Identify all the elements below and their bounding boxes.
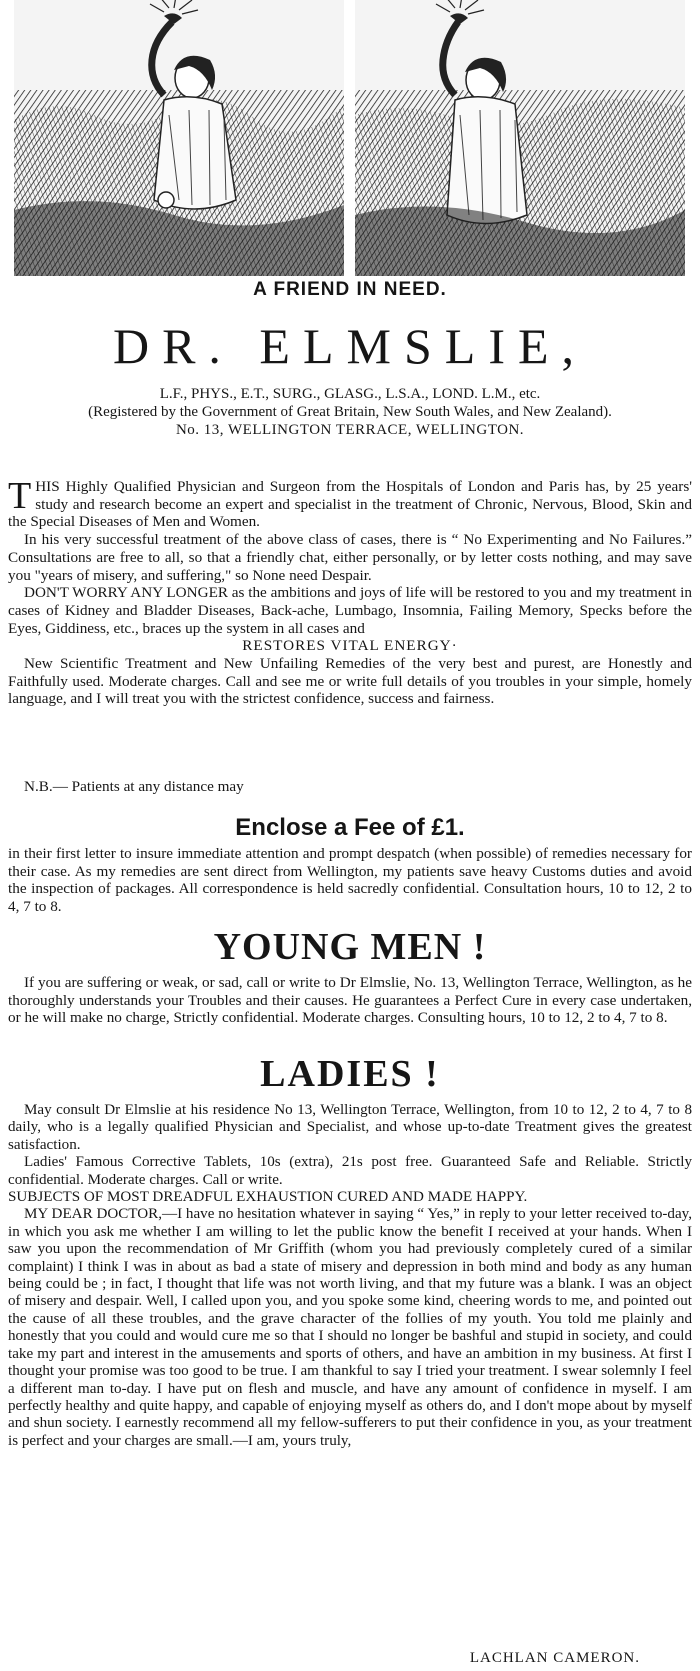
engravings — [10, 0, 690, 276]
address: No. 13, WELLINGTON TERRACE, WELLINGTON. — [175, 422, 525, 438]
ladies-heading: LADIES ! — [260, 1053, 440, 1095]
credentials: L.F., PHYS., E.T., SURG., GLASG., L.S.A., LOND. L.M., etc. — [159, 386, 541, 402]
registration: (Registered by the Government of Great Britain, New South Wales, and New Zealand). — [88, 404, 612, 420]
nb-note: N.B.— Patients at any distance may — [24, 778, 244, 795]
fee-heading: Enclose a Fee of £1. — [235, 814, 465, 841]
young-men-heading: YOUNG MEN ! — [213, 926, 487, 968]
engraving-right — [355, 0, 685, 276]
lamp-woman-illustration-icon — [14, 0, 344, 276]
intro-section — [8, 475, 692, 708]
ladies-section — [8, 1102, 692, 1450]
lamp-woman-illustration-icon — [355, 0, 685, 276]
young-men-text: If you are suffering or weak, or sad, call or write to Dr Elmslie, No. 13, Wellington Terrace, Wellington, as he thoroughly understands your Troubles and their causes. He guarantees a Perfect Cure in every case undertaken, or he will make no charge, Strictly confidential. Moderate charges. Consulting hours, 10 to 12, 2 to 4, 7 to 8. — [8, 974, 692, 1027]
no-failures-paragraph: In his very successful treatment of the above class of cases, there is “ No Experimenting and No Failures.” Consultations are free to all, so that a friendly chat, either personally, or by letter costs nothing, and may save you "years of misery, and suffering," so None need Despair. — [8, 531, 692, 584]
testimonial-letter: MY DEAR DOCTOR,—I have no hesitation whatever in saying “ Yes,” in reply to your letter received to-day, in which you ask me whether I am willing to let the public know the benefit I received at your hands. When I saw you upon the recommendation of Mr Griffith (whom you had previously completely cured of a similar complaint) I think I was in about as bad a state of misery and depression in both mind and body as any human being could be ; in fact, I thought that life was not worth living, and that my future was a blank. I was an object of misery and despair. Well, I called upon you, and you spoke some kind, cheering words to me, and pointed out the cause of all these troubles, and the grave character of the follies of my youth. You told me plainly and honestly that you could and would cure me so that I should no longer be bashful and stupid in society, and could take my part and interest in the amusements and sports of others, and have an ambition in my business. At first I thought your promise was too good to be true. I am thankful to say I tried your treatment. I swear solemnly I feel a different man to-day. I have put on flesh and muscle, and have any amount of confidence in myself. I am perfectly healthy and quite happy, and capable of enjoying myself as others do, and I don't mope about by myself and shun society. I earnestly recommend all my fellow-sufferers to put their confidence in you, as your treatment is perfect and your charges are small.—I am, yours truly, — [8, 1206, 692, 1449]
intro-paragraph — [8, 475, 692, 531]
restores-heading: RESTORES VITAL ENERGY· — [242, 637, 458, 655]
ladies-tablets-paragraph: Ladies' Famous Corrective Tablets, 10s (extra), 21s post free. Guaranteed Safe and Reliable. Strictly confidential. Moderate charges. Call or write. — [8, 1154, 692, 1188]
drop-cap: T — [8, 475, 32, 517]
doctor-name: DR. ELMSLIE, — [112, 318, 588, 374]
credentials-block — [20, 385, 680, 439]
subjects-heading: SUBJECTS OF MOST DREADFUL EXHAUSTION CURED AND MADE HAPPY. — [8, 1189, 528, 1206]
engraving-left — [14, 0, 344, 276]
fee-text: in their first letter to insure immediate attention and prompt despatch (when possible) of remedies necessary for their case. As my remedies are sent direct from Wellington, my patients save heavy Customs duties and avoid the inspection of packages. All correspondence is held sacredly confidential. Consultation hours, 10 to 12, 2 to 4, 7 to 8. — [8, 845, 692, 916]
treatment-paragraph: New Scientific Treatment and New Unfailing Remedies of the very best and purest, are Honestly and Faithfully used. Moderate charges. Call and see me or write full details of you troubles in your simple, homely language, and I will treat you with the strictest confidence, success and fairness. — [8, 655, 692, 708]
dont-worry-paragraph: DON'T WORRY ANY LONGER as the ambitions and joys of life will be restored to you and my treatment in cases of Kidney and Bladder Diseases, Back-ache, Lumbago, Insomnia, Failing Memory, Specks before the Eyes, Giddiness, etc., braces up the system in all cases and — [8, 584, 692, 637]
tagline: A FRIEND IN NEED. — [253, 279, 447, 300]
signature: LACHLAN CAMERON. — [469, 1650, 640, 1666]
ladies-consult-paragraph: May consult Dr Elmslie at his residence No 13, Wellington Terrace, Wellington, from 10 to 12, 2 to 4, 7 to 8 daily, who is a legally qualified Physician and Specialist, and whose up-to-date Treatment gives the greatest satisfaction. — [8, 1102, 692, 1153]
young-men-section — [8, 974, 692, 1027]
fee-section — [8, 845, 692, 916]
intro-text: HIS Highly Qualified Physician and Surgeon from the Hospitals of London and Paris has, by 25 years' study and research become an expert and specialist in the treatment of Chronic, Nervous, Blood, Skin and the Special Diseases of Men and Women. — [8, 478, 692, 531]
